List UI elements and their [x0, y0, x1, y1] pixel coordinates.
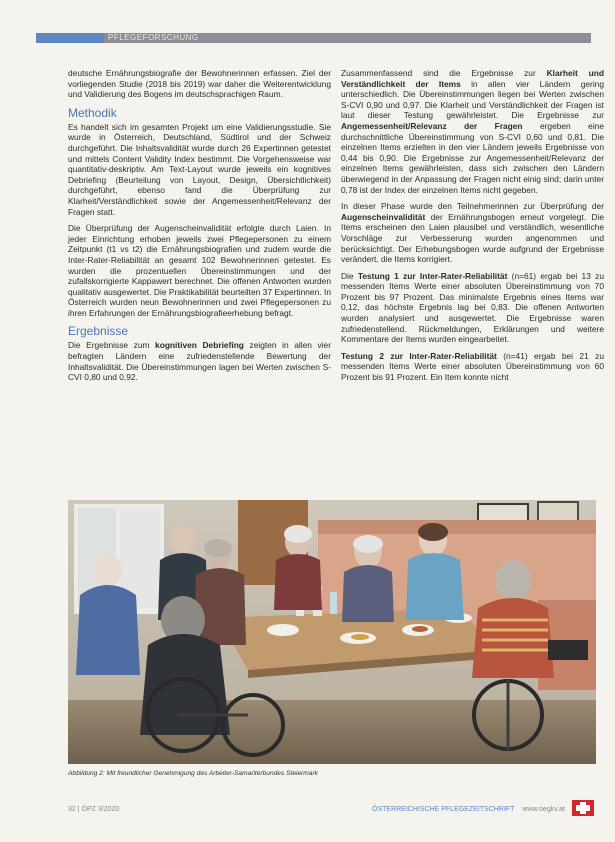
website-link[interactable]: www.oegkv.at: [522, 806, 565, 813]
methodik-heading: Methodik: [68, 105, 117, 120]
relevanz-post: ergeben eine durchschnittliche Übereinstimmung von S-CVI 0,60 und 0,81. Die einzelnen Items erzielten in den vier Ländern jeweils Ergebnisse von 0,44 bis 0,90. Die Ergebnisse zur Angemessenheit/Relevanz der einzelnen Items gewährleisten, dass sich zwischen den Ländern überwiegend in der Anpassung der Fragen nicht einig sind; darin unter 0,78 ist der Index der einzelnen Items nicht gegeben.: [341, 120, 604, 195]
testung1-paragraph: [341, 271, 604, 345]
ergebnisse-paragraph: [68, 340, 331, 382]
left-column: [68, 68, 331, 389]
methodik-paragraph-2: Die Überprüfung der Augenscheinvalidität erfolgte durch Laien. In jeder Einrichtung erhoben jeweils zwei Pflegepersonen zu einem Zeitpunkt (t1 vs t2) die Ernährungsbiografien und zudem wurde die Inter-Rater-Reliabilität an gesamt 102 Bewohnerinnen getestet. Es wurden die prozentuellen Übereinstimmungen und der zufallskorrigierte Kappawert berechnet. Die offenen Antworten wurden qualitativ ausgewertet. Die Praktikabilität beurteilten 37 Expertinnen. In Österreich wurden neun Bewohnerinnen und zwei Pflegepersonen zu ihren Erfahrungen der Ernährungsbiografieerhebung befragt.: [68, 223, 331, 318]
header-accent: [36, 33, 104, 43]
figure-caption: Abbildung 2: Mit freundlicher Genehmigung des Arbeiter-Samariterbundes Steiermark: [68, 770, 318, 777]
testung2-paragraph: [341, 351, 604, 383]
testung2-bold: Testung 2 zur Inter-Rater-Reliabilität: [341, 350, 497, 361]
klarheit-post: in allen vier Ländern gering unterschiedlich. Die Übereinstimmungen liegen bei Werten zwischen S-CVI 0,90 und 0,97. Die Klarheit und Verständlichkeit der Fragen ist laut dieser Testung gewährleistet. Die Ergebnisse zur: [341, 78, 605, 121]
figure-photo: [68, 500, 596, 764]
photo-illustration: [68, 500, 596, 764]
intro-paragraph: deutsche Ernährungsbiografie der Bewohnerinnen erfassen. Ziel der vorliegenden Studie (2018 bis 2019) war daher die Weiterentwicklung und Validierung des Bogens im deutschsprachigen Raum.: [68, 68, 331, 100]
section-label: PFLEGEFORSCHUNG: [108, 33, 199, 42]
footer-page-info: 32 | ÖPZ 3/2020: [68, 806, 120, 813]
klarheit-paragraph: [341, 68, 604, 195]
augenschein-bold: Augenscheinvalidität: [341, 211, 426, 222]
testung1-bold: Testung 1 zur Inter-Rater-Reliabilität: [357, 270, 508, 281]
right-column: [341, 68, 604, 389]
augenschein-paragraph: [341, 201, 604, 265]
augenschein-post: der Ernährungsbogen erneut vorgelegt. Die Items erscheinen den Laien plausibel und verständlich, wesentliche Vorschläge zur Verbesserung wurden angenommen und berücksichtigt. Der Erhebungsbogen wurde aufgrund der Ergebnisse verändert, die Items korrigiert.: [341, 211, 604, 265]
ergebnisse-heading: Ergebnisse: [68, 324, 129, 339]
cross-logo-icon: [572, 800, 594, 816]
testung2-post: (n=41) ergab bei 21 zu messenden Items Werte einer absoluten Übereinstimmung von 60 Prozent bis 91 Prozent. Ein Item konnte nicht: [341, 350, 604, 383]
testung1-post: (n=61) ergab bei 13 zu messenden Items Werte einer absoluten Übereinstimmung von 70 Prozent bis 97 Prozent. Das minimalste Ergebnis eines Items war 0,12, das höchste Ergebnis lag bei 0,83. Die offenen Antworten wurden analysiert und ausgewertet. Die Ergebnisse waren zufriedenstellend. Rückmeldungen, Erklärungen und weitere Kommentare der Items wurden eingearbeitet.: [341, 270, 604, 345]
methodik-paragraph-1: Es handelt sich im gesamten Projekt um eine Validierungsstudie. Sie wurde in Österreich, Deutschland, Südtirol und der Schweiz durchgeführt. Die Inhaltsvalidität wurde durch 26 Expertinnen getestet und mittels Content Validity Index bestimmt. Die Vorgehensweise war quantitativ-deskriptiv. Am Text-Layout wurde jeweils ein kognitives Debriefing (Beurteilung von Layout, Design, Übersichtlichkeit) durchgeführt, ebenso fand die Überprüfung zur Klarheit/Verständlichkeit sowie der Angemessenheit/Relevanz der Fragen statt.: [68, 121, 331, 217]
ergebnisse-text-pre: Die Ergebnisse zum: [68, 340, 156, 351]
relevanz-bold: Angemessenheit/Relevanz der Fragen: [341, 120, 523, 131]
ergebnisse-text-post: zeigten in allen vier befragten Ländern eine zufriedenstellende Bewertung der Inhaltsvalidität. Die Übereinstimmungen lagen bei Werten zwischen S-CVI 0,80 und 0,92.: [68, 340, 331, 383]
ergebnisse-bold: kognitiven Debriefing: [155, 340, 244, 351]
augenschein-pre: In dieser Phase wurde den Teilnehmerinnen zur Überprüfung der: [341, 201, 604, 212]
klarheit-bold: Klarheit und Verständlichkeit der Items: [341, 68, 604, 89]
publication-name: ÖSTERREICHISCHE PFLEGEZEITSCHRIFT: [372, 806, 515, 813]
footer-publication: [372, 806, 565, 813]
testung1-pre: Die: [341, 270, 358, 281]
klarheit-pre: Zusammenfassend sind die Ergebnisse zur: [341, 68, 547, 78]
